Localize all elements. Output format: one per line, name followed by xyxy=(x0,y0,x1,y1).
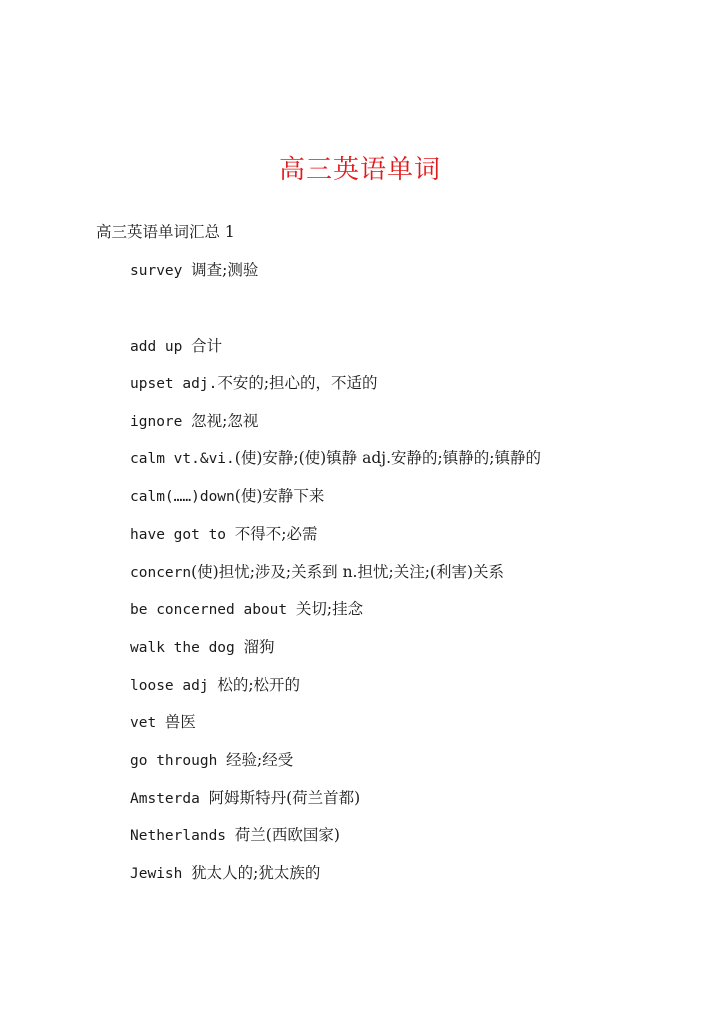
vocab-entry xyxy=(130,522,318,547)
vocab-entry xyxy=(130,409,258,434)
vocab-entry xyxy=(130,560,504,585)
vocab-entry xyxy=(130,673,300,698)
entry-meaning: 松的;松开的 xyxy=(217,676,301,694)
vocab-entry xyxy=(130,823,340,848)
vocab-entry xyxy=(130,334,222,359)
entry-word: vet xyxy=(130,715,165,731)
entry-word: have got to xyxy=(130,527,235,543)
entry-meaning: 犹太人的;犹太族的 xyxy=(191,864,321,882)
entry-word: calm(……)down xyxy=(130,489,235,505)
vocab-entry xyxy=(130,484,324,509)
entry-word: go through xyxy=(130,753,227,769)
entry-word: Amsterda xyxy=(130,791,209,807)
entry-meaning: 忽视;忽视 xyxy=(191,412,259,430)
entry-word: calm vt.&vi. xyxy=(130,451,235,467)
vocab-entry xyxy=(130,635,275,660)
vocab-entry xyxy=(130,786,360,811)
entry-meaning: 经验;经受 xyxy=(226,751,294,769)
vocab-entry xyxy=(130,446,541,471)
entry-word: walk the dog xyxy=(130,640,244,656)
entry-word: concern xyxy=(130,565,192,581)
entry-meaning: 不得不;必需 xyxy=(234,525,318,543)
section-heading: 高三英语单词汇总 1 xyxy=(96,223,235,241)
entry-meaning: 不安的;担心的，不适的 xyxy=(217,374,378,392)
document-title: 高三英语单词 xyxy=(278,155,441,185)
entry-word: be concerned about xyxy=(130,602,296,618)
entry-word: add up xyxy=(130,339,192,355)
vocab-entry xyxy=(130,258,258,283)
entry-meaning: 阿姆斯特丹(荷兰首都) xyxy=(208,789,361,807)
entry-word: Netherlands xyxy=(130,828,235,844)
entry-word: survey xyxy=(130,263,192,279)
entry-meaning: 关切;挂念 xyxy=(295,600,364,618)
vocab-entry xyxy=(130,597,363,622)
vocab-entry xyxy=(130,371,378,396)
entry-meaning: 荷兰(西欧国家) xyxy=(234,826,340,844)
entry-meaning: (使)安静下来 xyxy=(234,487,325,505)
entry-word: loose adj xyxy=(130,678,218,694)
vocab-entry xyxy=(130,710,196,735)
vocab-entry xyxy=(130,748,293,773)
entry-word: Jewish xyxy=(130,866,192,882)
entry-meaning: 调查;测验 xyxy=(191,261,259,279)
vocab-entry xyxy=(130,861,320,886)
entry-meaning: 合计 xyxy=(191,337,223,355)
entry-meaning: 兽医 xyxy=(164,713,196,731)
entry-meaning: (使)担忧;涉及;关系到 n.担忧;关注;(利害)关系 xyxy=(191,563,505,581)
entry-word: ignore xyxy=(130,414,192,430)
entry-meaning: 溜狗 xyxy=(243,638,275,656)
entry-word: upset adj. xyxy=(130,376,218,392)
entry-meaning: (使)安静;(使)镇静 adj.安静的;镇静的;镇静的 xyxy=(234,449,541,467)
